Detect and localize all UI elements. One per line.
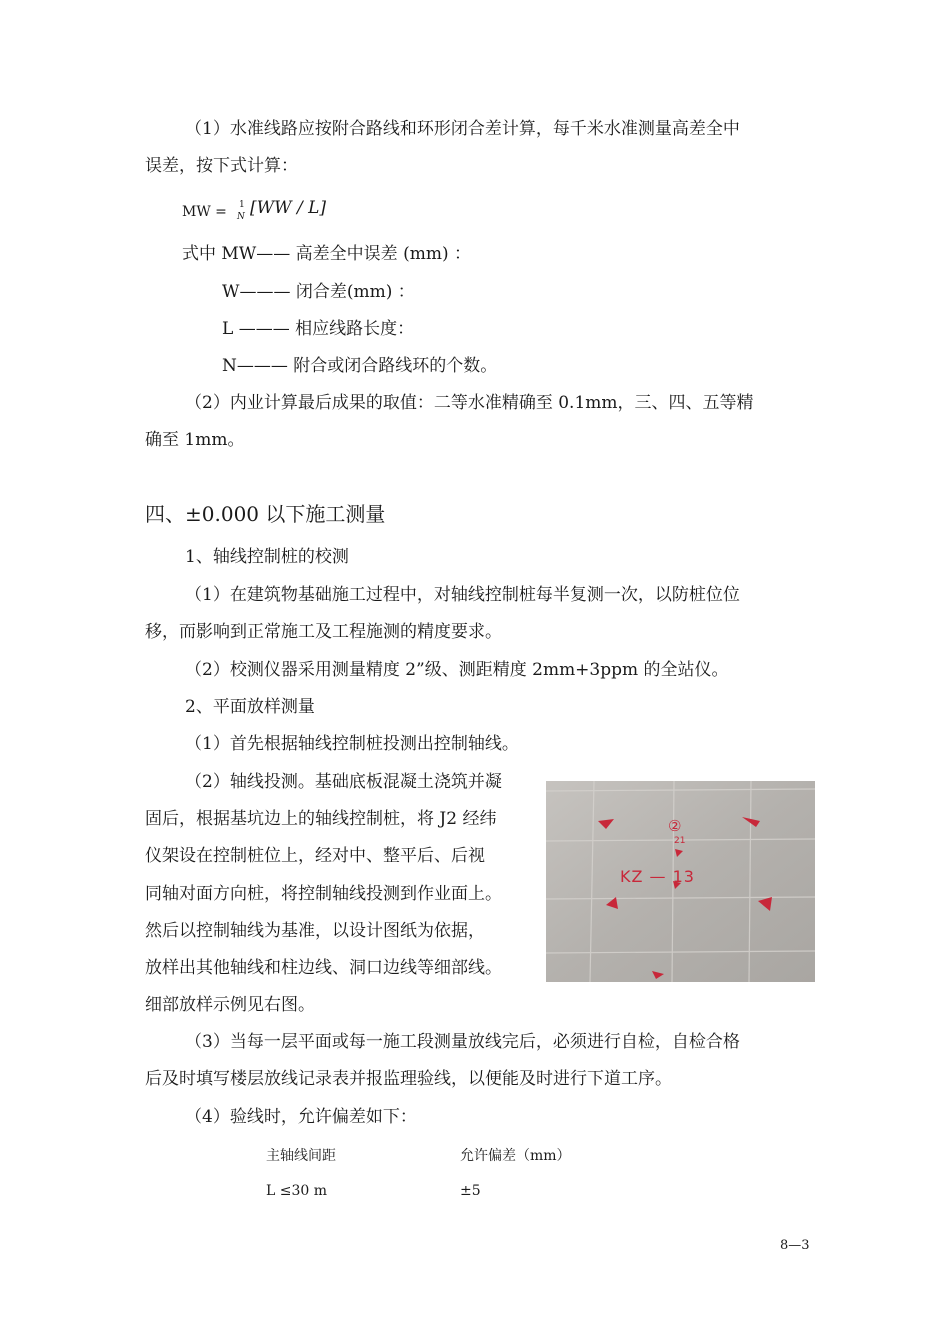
para3-line2: 移，而影响到正常施工及工程施测的精度要求。 [145, 622, 502, 642]
para4: （2）校测仪器采用测量精度 2”级、测距精度 2mm+3ppm 的全站仪。 [185, 660, 729, 680]
para2-line1: （2）内业计算最后成果的取值：二等水准精确至 0.1mm，三、四、五等精 [185, 393, 754, 413]
photo-drawing [546, 781, 815, 982]
para8: （4）验线时，允许偏差如下： [185, 1107, 417, 1127]
table-header-tolerance: 允许偏差（mm） [460, 1148, 571, 1164]
marking-small-text: 21 [674, 836, 686, 846]
para1-line2: 误差，按下式计算： [145, 156, 298, 176]
para2-line2: 确至 1mm。 [145, 430, 245, 450]
para3-line1: （1）在建筑物基础施工过程中，对轴线控制桩每半复测一次，以防桩位位 [185, 585, 740, 605]
para7-line2: 后及时填写楼层放线记录表并报监理验线，以便能及时进行下道工序。 [145, 1069, 672, 1089]
def-l: L ——— 相应线路长度： [222, 319, 415, 339]
def-mw: 式中 MW—— 高差全中误差 (mm) ： [182, 244, 471, 264]
para6-line: 然后以控制轴线为基准，以设计图纸为依据， [145, 921, 485, 941]
def-n: N——— 附合或闭合路线环的个数。 [222, 356, 498, 376]
layout-marking-photo [546, 781, 815, 982]
para6-line: （2）轴线投测。基础底板混凝土浇筑并凝 [185, 772, 502, 792]
formula-numerator: 1 [239, 200, 245, 210]
para6-line: 放样出其他轴线和柱边线、洞口边线等细部线。 [145, 958, 502, 978]
def-w: W——— 闭合差(mm) ： [222, 282, 415, 302]
para5: （1）首先根据轴线控制桩投测出控制轴线。 [185, 734, 519, 754]
para6-line: 仪架设在控制桩位上，经对中、整平后、后视 [145, 846, 485, 866]
para7-line1: （3）当每一层平面或每一施工段测量放线完后，必须进行自检，自检合格 [185, 1032, 740, 1052]
marking-column-label: KZ — 13 [620, 867, 695, 886]
para6-line: 同轴对面方向桩，将控制轴线投测到作业面上。 [145, 884, 502, 904]
formula-lhs: MW = [182, 204, 227, 220]
para1-line1: （1）水准线路应按附合路线和环形闭合差计算，每千米水准测量高差全中 [185, 119, 740, 139]
formula [182, 198, 342, 228]
para6-line: 细部放样示例见右图。 [145, 995, 315, 1015]
subheading-2: 2、平面放样测量 [185, 697, 315, 717]
para6-line: 固后，根据基坑边上的轴线控制桩，将 J2 经纬 [145, 809, 497, 829]
marking-circle-text: ② [668, 817, 682, 835]
page-number: 8—3 [780, 1238, 810, 1253]
table-cell-spacing: L ≤30 m [266, 1183, 328, 1199]
table-header-spacing: 主轴线间距 [266, 1148, 336, 1164]
formula-expression: [WW / L] [250, 198, 327, 218]
section-heading: 四、±0.000 以下施工测量 [145, 502, 386, 526]
subheading-1: 1、轴线控制桩的校测 [185, 547, 349, 567]
formula-denominator: N [237, 212, 245, 222]
table-cell-tolerance: ±5 [460, 1183, 481, 1199]
